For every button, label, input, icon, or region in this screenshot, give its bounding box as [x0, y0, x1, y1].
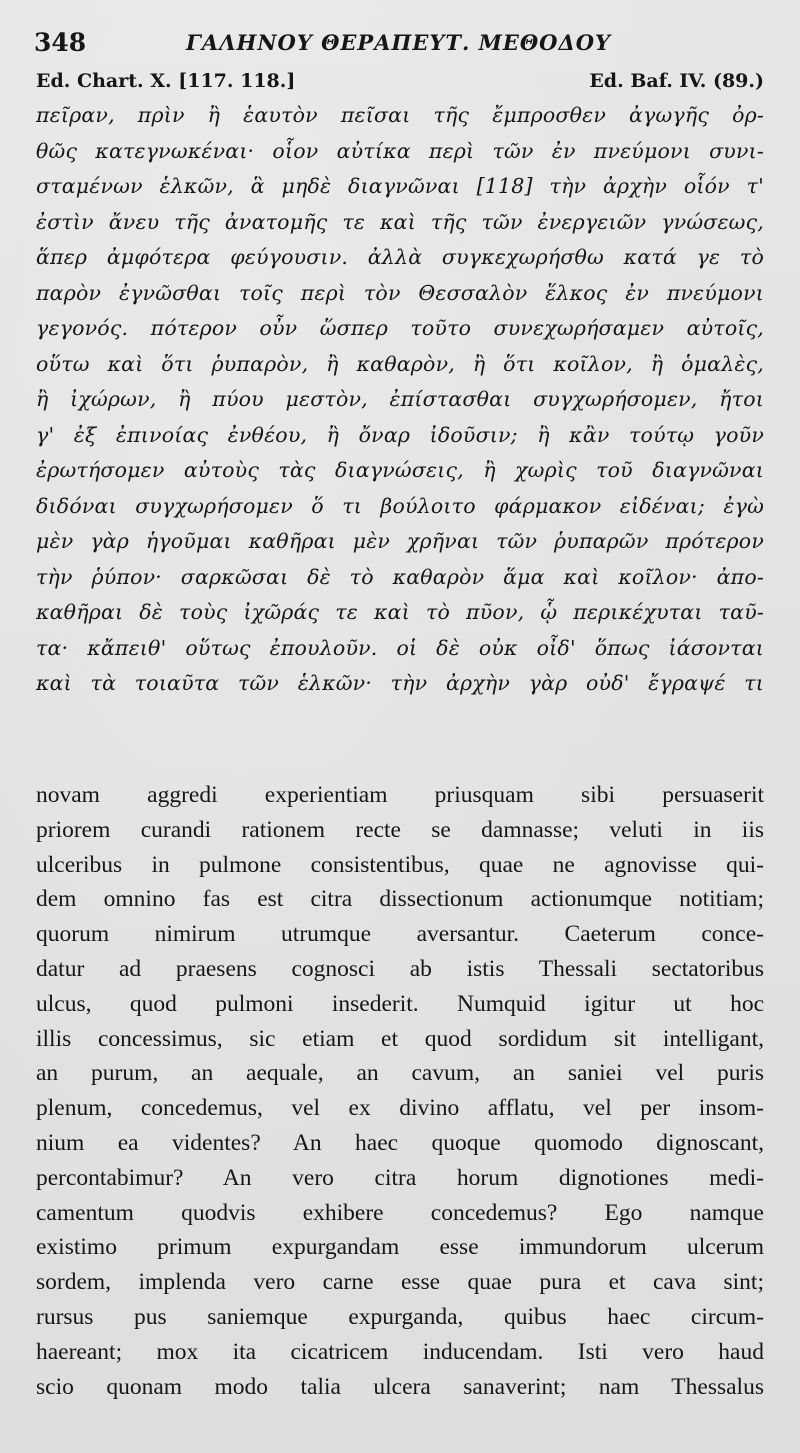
latin-text-line: priorem curandi rationem recte se damnasse; veluti in iis: [36, 816, 764, 843]
latin-text-line: illis concessimus, sic etiam et quod sordidum sit intelligant,: [36, 1025, 764, 1052]
page-number: 348: [34, 28, 87, 57]
greek-text-line: τὴν ῥύπον· σαρκῶσαι δὲ τὸ καθαρὸν ἅμα καὶ κοῖλον· ἀπο-: [36, 564, 764, 589]
latin-text-line: existimo primum expurgandam esse immundorum ulcerum: [36, 1234, 764, 1261]
greek-text-line: σταμένων ἑλκῶν, ἃ μηδὲ διαγνῶναι [118] τὴν ἀρχὴν οἷόν τ': [36, 174, 764, 198]
greek-text-line: θῶς κατεγνωκέναι· οἷον αὐτίκα περὶ τῶν ἐν πνεύμονι συνι-: [36, 138, 764, 163]
greek-text-line: παρὸν ἐγνῶσθαι τοῖς περὶ τὸν Θεσσαλὸν ἕλκος ἐν πνεύμονι: [36, 280, 764, 305]
greek-text-line: οὕτω καὶ ὅτι ῥυπαρὸν, ἢ καθαρὸν, ἢ ὅτι κοῖλον, ἢ ὁμαλὲς,: [36, 351, 764, 376]
greek-text-line: γ' ἐξ ἐπινοίας ἐνθέου, ἢ ὄναρ ἰδοῦσιν; ἢ κἂν τούτῳ γοῦν: [36, 422, 764, 447]
edition-reference-chartier: Ed. Chart. X. [117. 118.]: [36, 70, 296, 92]
latin-text-line: novam aggredi experientiam priusquam sibi persuaserit: [36, 782, 764, 808]
running-head: [34, 28, 774, 60]
greek-text-line: γεγονός. πότερον οὖν ὥσπερ τοῦτο συνεχωρήσαμεν αὐτοῖς,: [36, 316, 764, 340]
greek-text-line: καθῆραι δὲ τοὺς ἰχῶράς τε καὶ τὸ πῦον, ᾧ περικέχυται ταῦ-: [36, 600, 764, 624]
running-title: ΓΑΛΗΝΟΥ ΘΕΡΑΠΕΥΤ. ΜΕΘΟΔΟΥ: [186, 30, 612, 55]
latin-text-line: rursus pus saniemque expurganda, quibus haec circum-: [36, 1303, 764, 1330]
latin-text-line: camentum quodvis exhibere concedemus? Ego namque: [36, 1199, 764, 1226]
greek-text-line: ἐρωτήσομεν αὐτοὺς τὰς διαγνώσεις, ἢ χωρὶς τοῦ διαγνῶναι: [36, 458, 764, 482]
latin-text-line: haereant; mox ita cicatricem inducendam. Isti vero haud: [36, 1338, 764, 1365]
latin-text-line: percontabimur? An vero citra horum dignotiones medi-: [36, 1164, 764, 1191]
greek-text-line: διδόναι συγχωρήσομεν ὅ τι βούλοιτο φάρμακον εἰδέναι; ἐγὼ: [36, 493, 764, 518]
greek-text-line: ἅπερ ἀμφότερα φεύγουσιν. ἀλλὰ συγκεχωρήσθω κατά γε τὸ: [36, 245, 764, 269]
greek-text-line: τα· κἄπειθ' οὕτως ἐπουλοῦν. οἱ δὲ οὐκ οἶδ' ὅπως ἰάσονται: [36, 635, 764, 660]
edition-references: [36, 70, 764, 98]
latin-text-line: nium ea videntes? An haec quoque quomodo dignoscant,: [36, 1129, 764, 1156]
latin-text-line: plenum, concedemus, vel ex divino afflatu, vel per insom-: [36, 1095, 764, 1122]
greek-text-block: [36, 98, 764, 702]
greek-text-line: ἢ ἰχώρων, ἢ πύου μεστὸν, ἐπίστασθαι συγχωρήσομεν, ἤτοι: [36, 387, 764, 411]
greek-text-line: καὶ τὰ τοιαῦτα τῶν ἑλκῶν· τὴν ἀρχὴν γὰρ οὐδ' ἔγραψέ τι: [36, 671, 764, 695]
greek-text-line: μὲν γὰρ ἡγοῦμαι καθῆραι μὲν χρῆναι τῶν ῥυπαρῶν πρότερον: [36, 529, 764, 553]
latin-text-line: dem omnino fas est citra dissectionum actionumque notitiam;: [36, 886, 764, 913]
latin-text-line: quorum nimirum utrumque aversantur. Caeterum conce-: [36, 921, 764, 948]
latin-text-line: datur ad praesens cognosci ab istis Thessali sectatoribus: [36, 955, 764, 982]
greek-text-line: πεῖραν, πρὶν ἢ ἑαυτὸν πεῖσαι τῆς ἔμπροσθεν ἀγωγῆς ὀρ-: [36, 103, 764, 127]
edition-reference-basel: Ed. Baf. IV. (89.): [589, 70, 764, 92]
latin-text-line: an purum, an aequale, an cavum, an saniei vel puris: [36, 1060, 764, 1087]
latin-text-line: sordem, implenda vero carne esse quae pura et cava sint;: [36, 1269, 764, 1296]
latin-text-line: scio quonam modo talia ulcera sanaverint; nam Thessalus: [36, 1373, 764, 1400]
latin-text-line: ulceribus in pulmone consistentibus, quae ne agnovisse qui-: [36, 851, 764, 878]
latin-text-block: [36, 778, 764, 1404]
latin-text-line: ulcus, quod pulmoni insederit. Numquid igitur ut hoc: [36, 990, 764, 1017]
greek-text-line: ἐστὶν ἄνευ τῆς ἀνατομῆς τε καὶ τῆς τῶν ἐνεργειῶν γνώσεως,: [36, 209, 764, 234]
